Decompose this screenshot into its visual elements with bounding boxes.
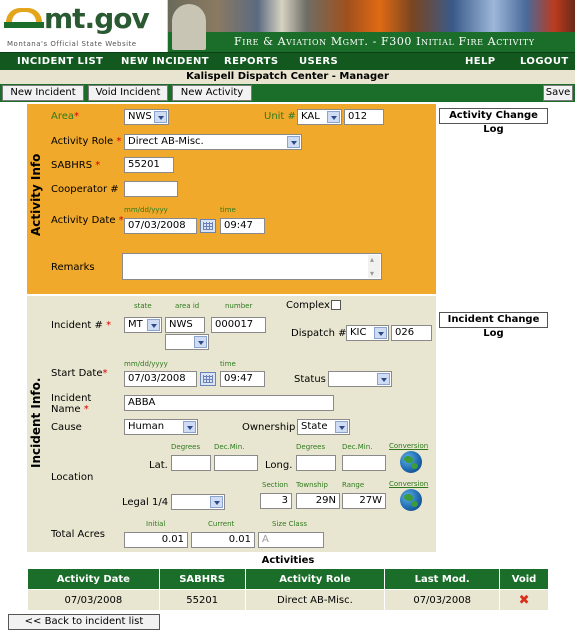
initial-hint: Initial — [146, 520, 166, 528]
remarks-textarea[interactable] — [122, 253, 382, 280]
incident-number-input[interactable]: 000017 — [211, 317, 266, 333]
new-activity-button[interactable]: New Activity — [172, 85, 252, 101]
date-format-hint: mm/dd/yyyy — [124, 206, 168, 214]
chevron-down-icon — [210, 496, 223, 508]
mountain-logo-icon — [4, 22, 44, 28]
chevron-down-icon — [194, 336, 207, 348]
lat-degrees-input[interactable] — [171, 455, 211, 471]
lat-decmin-hint: Dec.Min. — [214, 443, 245, 451]
unit-number-input[interactable]: 012 — [344, 109, 384, 125]
chevron-down-icon — [147, 319, 160, 331]
activity-change-log-link[interactable]: Activity Change Log — [439, 108, 548, 124]
nav-logout[interactable]: LOGOUT — [520, 56, 569, 67]
col-last-mod: Last Mod. — [385, 569, 500, 590]
app-title: Fire & Aviation Mgmt. - F300 Initial Fire Activity — [206, 32, 575, 52]
cooperator-input[interactable] — [124, 181, 178, 197]
remarks-scrollbar[interactable] — [368, 255, 380, 278]
activity-date-input[interactable]: 07/03/2008 — [124, 218, 197, 234]
area-label: Area* — [51, 111, 80, 122]
nav-new-incident[interactable]: NEW INCIDENT — [121, 56, 209, 67]
calendar-icon[interactable] — [200, 372, 216, 386]
area-select[interactable]: NWS — [124, 109, 169, 125]
state-hint: state — [134, 302, 152, 310]
range-input[interactable]: 27W — [342, 493, 386, 509]
void-incident-button[interactable]: Void Incident — [88, 85, 168, 101]
lat-decmin-input[interactable] — [214, 455, 258, 471]
start-time-hint: time — [220, 360, 236, 368]
mt-gov-logo[interactable] — [0, 0, 168, 52]
remarks-label: Remarks — [51, 262, 95, 273]
incident-name-input[interactable]: ABBA — [124, 395, 334, 411]
section-hint: Section — [262, 481, 289, 489]
col-sabhrs: SABHRS — [159, 569, 245, 590]
incident-sub-select[interactable] — [165, 334, 209, 350]
legal-conversion-link[interactable]: Conversion — [389, 480, 429, 488]
total-acres-label: Total Acres — [51, 529, 105, 540]
number-hint: number — [225, 302, 253, 310]
chevron-down-icon — [287, 136, 300, 148]
main-nav — [0, 52, 575, 70]
col-activity-date: Activity Date — [28, 569, 160, 590]
time-hint: time — [220, 206, 236, 214]
calendar-icon[interactable] — [200, 219, 216, 233]
complex-label: Complex — [286, 300, 330, 311]
state-select[interactable]: MT — [124, 317, 162, 333]
sabhrs-input[interactable]: 55201 — [124, 157, 174, 173]
range-hint: Range — [342, 481, 365, 489]
lat-label: Lat. — [149, 460, 168, 471]
incident-name-label-2: Name * — [51, 404, 89, 415]
legal-quarter-label: Legal 1/4 — [122, 497, 169, 508]
complex-checkbox[interactable] — [331, 300, 341, 310]
void-cell — [500, 590, 549, 611]
toolbar — [0, 84, 575, 102]
cause-label: Cause — [51, 422, 82, 433]
size-class-input: A — [258, 532, 324, 548]
col-activity-role: Activity Role — [245, 569, 385, 590]
chevron-down-icon — [377, 373, 390, 385]
area-id-input[interactable]: NWS — [165, 317, 205, 333]
incident-name-label: Incident — [51, 393, 92, 404]
page-subtitle: Kalispell Dispatch Center - Manager — [0, 70, 575, 84]
status-select[interactable] — [328, 371, 392, 387]
status-label: Status — [294, 374, 326, 385]
incident-change-log-link[interactable]: Incident Change Log — [439, 312, 548, 328]
fire-banner-image — [168, 0, 575, 32]
start-date-input[interactable]: 07/03/2008 — [124, 371, 197, 387]
current-hint: Current — [208, 520, 235, 528]
site-header — [0, 0, 575, 52]
activity-info-label: Activity Info — [29, 153, 43, 236]
long-decmin-hint: Dec.Min. — [342, 443, 373, 451]
globe-icon[interactable] — [400, 451, 422, 473]
incident-info-label: Incident Info. — [29, 377, 43, 468]
chevron-down-icon — [374, 327, 387, 339]
unit-select[interactable]: KAL — [297, 109, 342, 125]
lat-long-conversion-link[interactable]: Conversion — [389, 442, 429, 450]
nav-reports[interactable]: REPORTS — [224, 56, 279, 67]
lat-degrees-hint: Degrees — [171, 443, 201, 451]
cause-select[interactable]: Human — [124, 419, 198, 435]
activity-time-input[interactable]: 09:47 — [220, 218, 265, 234]
activity-date-cell: 07/03/2008 — [28, 590, 160, 611]
township-input[interactable]: 29N — [296, 493, 340, 509]
col-void: Void — [500, 569, 549, 590]
start-date-format-hint: mm/dd/yyyy — [124, 360, 168, 368]
chevron-down-icon — [335, 421, 348, 433]
globe-icon[interactable] — [400, 489, 422, 511]
long-degrees-input[interactable] — [296, 455, 336, 471]
chevron-down-icon — [327, 111, 340, 123]
logo-subtitle: Montana's Official State Website — [7, 40, 137, 48]
dispatch-select[interactable]: KIC — [346, 325, 389, 341]
unit-label: Unit # — [264, 111, 296, 122]
dispatch-label: Dispatch # — [291, 328, 347, 339]
start-time-input[interactable]: 09:47 — [220, 371, 265, 387]
activities-header-row — [28, 569, 549, 590]
new-incident-button[interactable]: New Incident — [2, 85, 84, 101]
sabhrs-cell: 55201 — [159, 590, 245, 611]
chevron-down-icon — [154, 111, 167, 123]
sabhrs-label: SABHRS * — [51, 160, 101, 171]
nav-incident-list[interactable]: INCIDENT LIST — [17, 56, 104, 67]
incident-number-label: Incident # * — [51, 320, 112, 331]
logo-text: mt.gov — [44, 2, 149, 35]
long-degrees-hint: Degrees — [296, 443, 326, 451]
activity-role-select[interactable]: Direct AB-Misc. — [124, 134, 302, 150]
activity-role-label: Activity Role * — [51, 136, 122, 147]
dispatch-number-input[interactable]: 026 — [391, 325, 432, 341]
long-decmin-input[interactable] — [342, 455, 386, 471]
section-input[interactable]: 3 — [260, 493, 292, 509]
current-acres-input[interactable]: 0.01 — [191, 532, 255, 548]
chevron-down-icon — [183, 421, 196, 433]
save-button[interactable]: Save — [543, 85, 573, 101]
legal-quarter-select[interactable] — [171, 494, 225, 510]
location-label: Location — [51, 472, 94, 483]
size-class-hint: Size Class — [272, 520, 308, 528]
activity-date-label: Activity Date * — [51, 215, 124, 226]
area-id-hint: area id — [175, 302, 200, 310]
void-x-icon[interactable]: ✖ — [518, 592, 530, 608]
activities-table — [27, 568, 549, 611]
capitol-dome-image — [172, 4, 206, 50]
cooperator-label: Cooperator # — [51, 184, 119, 195]
ownership-select[interactable]: State — [297, 419, 350, 435]
sun-logo-icon — [6, 8, 42, 22]
activities-title: Activities — [261, 555, 315, 566]
activity-role-cell: Direct AB-Misc. — [245, 590, 385, 611]
back-to-incident-list-button[interactable]: << Back to incident list — [8, 614, 160, 630]
long-label: Long. — [265, 460, 293, 471]
nav-help[interactable]: HELP — [465, 56, 496, 67]
township-hint: Township — [296, 481, 329, 489]
nav-users[interactable]: USERS — [299, 56, 339, 67]
ownership-label: Ownership — [242, 422, 296, 433]
last-mod-cell: 07/03/2008 — [385, 590, 500, 611]
table-row[interactable] — [28, 590, 549, 611]
initial-acres-input[interactable]: 0.01 — [124, 532, 188, 548]
start-date-label: Start Date* — [51, 368, 108, 379]
